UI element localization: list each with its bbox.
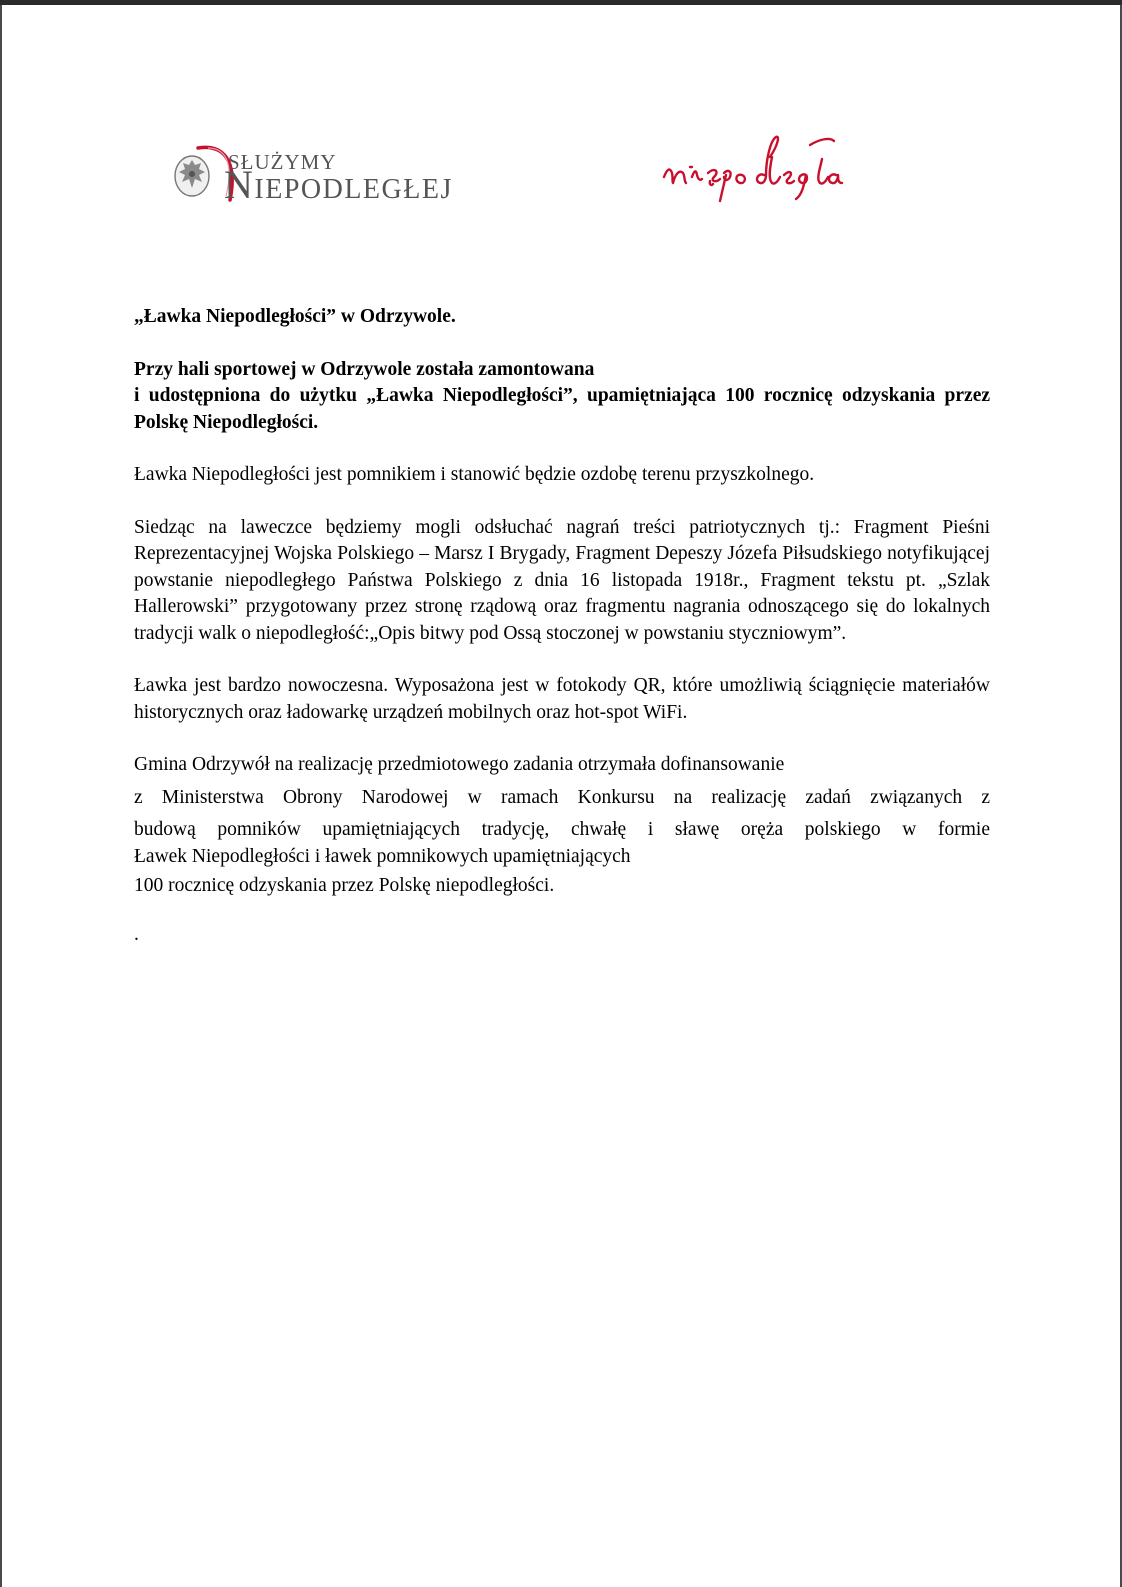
- article-paragraph-4-line-1: Gmina Odrzywół na realizację przedmiotowego zadania otrzymała dofinansowanie: [134, 754, 785, 775]
- niepodlegla-script-icon: [660, 115, 960, 215]
- article-paragraph-3: Ławka jest bardzo nowoczesna. Wyposażona jest w fotokody QR, które umożliwią ściągnięcie materiałów historycznych oraz ładowarkę urządzeń mobilnych oraz hot-spot WiFi.: [134, 675, 990, 723]
- article: [134, 304, 990, 948]
- article-title: „Ławka Niepodległości” w Odrzywole.: [134, 306, 456, 327]
- sluzymy-niepodleglej-logo: [168, 140, 458, 210]
- trailing-dot: .: [134, 923, 139, 945]
- article-paragraph-4-line-3: budową pomników upamiętniających tradycję, chwałę i sławę oręża polskiego w formie: [134, 819, 990, 840]
- page-left-border: [0, 5, 2, 1587]
- article-paragraph-4: [134, 752, 990, 900]
- logo-line-2-rest: IEPODLEGŁEJ: [254, 174, 453, 205]
- article-paragraph-4-line-4: Ławek Niepodległości i ławek pomnikowych upamiętniających: [134, 845, 631, 867]
- article-paragraph-1: Ławka Niepodległości jest pomnikiem i stanowić będzie ozdobę terenu przyszkolnego.: [134, 464, 815, 485]
- article-paragraph-4-line-5: 100 rocznicę odzyskania przez Polskę niepodległości.: [134, 875, 555, 896]
- article-lead: [134, 357, 990, 437]
- logo-line-1: SŁUŻYMY: [228, 150, 337, 174]
- article-paragraph-2: Siedząc na laweczce będziemy mogli odsłuchać nagrań treści patriotycznych tj.: Fragment Pieśni Reprezentacyjnej Wojska Polskiego – Marsz I Brygady, Fragment Depeszy Józefa Piłsudskiego notyfikującej powstanie niepodległego Państwa Polskiego z dnia 16 listopada 1918r., Fragment tekstu pt. „Szlak Hallerowski” przygotowany przez stronę rządową oraz fragmentu nagrania odnoszącego się do lokalnych tradycji walk o niepodległość:„Opis bitwy pod Ossą stoczonej w powstaniu styczniowym”.: [134, 516, 990, 644]
- article-lead-line-1: Przy hali sportowej w Odrzywole została zamontowana: [134, 358, 595, 380]
- eagle-emblem-icon: [172, 150, 212, 200]
- window-top-border: [0, 0, 1122, 5]
- article-lead-rest: i udostępniona do użytku „Ławka Niepodległości”, upamiętniająca 100 rocznicę odzyskania przez Polskę Niepodległości.: [134, 385, 990, 433]
- article-paragraph-4-line-2: z Ministerstwa Obrony Narodowej w ramach Konkursu na realizację zadań związanych z: [134, 786, 990, 808]
- niepodlegla-logo: [660, 115, 960, 215]
- logo-line-2-initial: N: [224, 162, 255, 207]
